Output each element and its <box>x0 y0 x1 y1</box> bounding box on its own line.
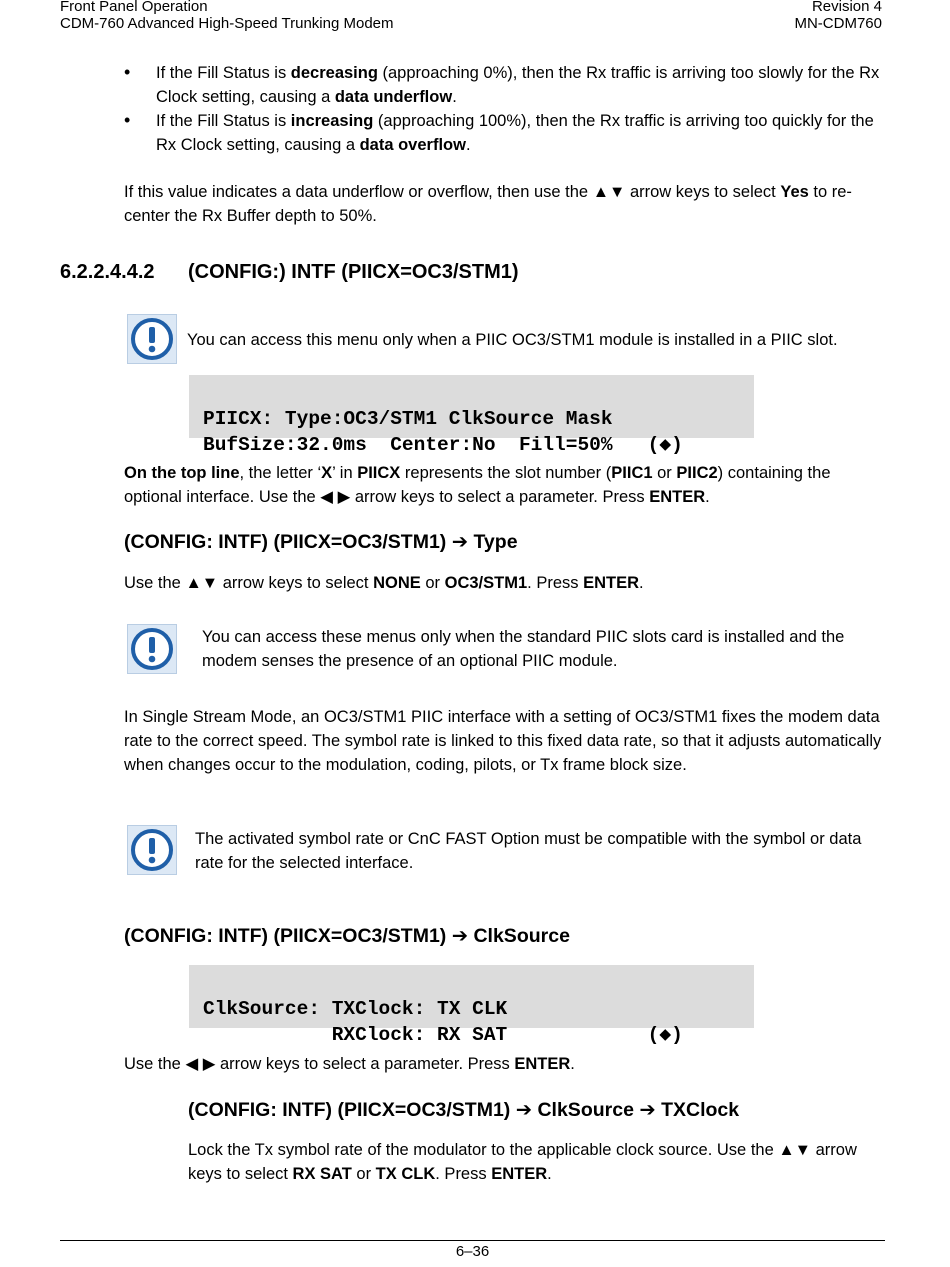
subsection-title-clksource: (CONFIG: INTF) (PIICX=OC3/STM1) ➔ ClkSource <box>124 925 570 947</box>
bullet-dot: • <box>124 62 131 82</box>
info-exclamation-icon <box>127 314 177 364</box>
section-number: 6.2.2.4.4.2 <box>60 261 155 283</box>
subsection-title-type: (CONFIG: INTF) (PIICX=OC3/STM1) ➔ Type <box>124 531 518 553</box>
note-text-2: You can access these menus only when the standard PIIC slots card is installed and the modem senses the presence of an optional PIIC module. <box>202 628 845 670</box>
header-left-line2: CDM-760 Advanced High-Speed Trunking Modem <box>60 15 394 32</box>
para-top-line: On the top line, the letter ‘X’ in PIICX represents the slot number (PIIC1 or PIIC2) containing the optional interface. Use the ◀ ▶ arrow keys to select a parameter. Press ENTER. <box>124 464 831 506</box>
subsection-title-txclock: (CONFIG: INTF) (PIICX=OC3/STM1) ➔ ClkSource ➔ TXClock <box>188 1099 740 1121</box>
left-right-arrows-icon: ◀ ▶ <box>320 488 351 506</box>
note-text-1: You can access this menu only when a PIIC OC3/STM1 module is installed in a PIIC slot. <box>187 331 838 349</box>
lcd-display-clksource <box>189 965 754 1046</box>
para-clksource-use: Use the ◀ ▶ arrow keys to select a parameter. Press ENTER. <box>124 1055 575 1073</box>
info-exclamation-icon <box>127 624 177 674</box>
para-single-stream: In Single Stream Mode, an OC3/STM1 PIIC interface with a setting of OC3/STM1 fixes the modem data rate to the correct speed. The symbol rate is linked to this fixed data rate, so that it adjusts automatically when changes occur to the modulation, coding, pilots, or Tx frame block size. <box>124 708 882 774</box>
up-down-arrows-icon: ▲▼ <box>592 183 626 201</box>
section-title: (CONFIG:) INTF (PIICX=OC3/STM1) <box>188 261 519 283</box>
footer-divider <box>60 1240 885 1241</box>
lcd-line-1: ClkSource: TXClock: TX CLK <box>203 998 508 1020</box>
note-text-3: The activated symbol rate or CnC FAST Option must be compatible with the symbol or data rate for the selected interface. <box>195 830 862 872</box>
up-down-arrows-icon: ▲▼ <box>185 574 219 592</box>
lcd-line-1: PIICX: Type:OC3/STM1 ClkSource Mask <box>203 408 613 430</box>
lcd-line-2: RXClock: RX SAT (◆) <box>203 1024 683 1046</box>
header-right-line1: Revision 4 <box>811 0 882 15</box>
info-exclamation-icon <box>127 825 177 875</box>
para-type: Use the ▲▼ arrow keys to select NONE or OC3/STM1. Press ENTER. <box>124 574 644 592</box>
para-recenter: If this value indicates a data underflow or overflow, then use the ▲▼ arrow keys to select Yes to re-center the Rx Buffer depth to 50%. <box>124 183 852 225</box>
bullet-dot: • <box>124 110 131 130</box>
bullet-item-decreasing: If the Fill Status is decreasing (approaching 0%), then the Rx traffic is arriving too slowly for the Rx Clock setting, causing a data underflow. <box>156 64 880 106</box>
lcd-line-2: BufSize:32.0ms Center:No Fill=50% (◆) <box>203 434 683 456</box>
bullet-item-increasing: If the Fill Status is increasing (approaching 100%), then the Rx traffic is arriving too quickly for the Rx Clock setting, causing a data overflow. <box>156 112 874 154</box>
page-number: 6–36 <box>455 1243 490 1260</box>
left-right-arrows-icon: ◀ ▶ <box>185 1055 216 1073</box>
lcd-display-piicx <box>189 375 754 456</box>
header-left-line1: Front Panel Operation <box>60 0 208 15</box>
para-txclock: Lock the Tx symbol rate of the modulator to the applicable clock source. Use the ▲▼ arrow keys to select RX SAT or TX CLK. Press ENTER. <box>188 1141 857 1183</box>
header-right-line2: MN-CDM760 <box>794 15 882 32</box>
up-down-arrows-icon: ▲▼ <box>778 1141 812 1159</box>
